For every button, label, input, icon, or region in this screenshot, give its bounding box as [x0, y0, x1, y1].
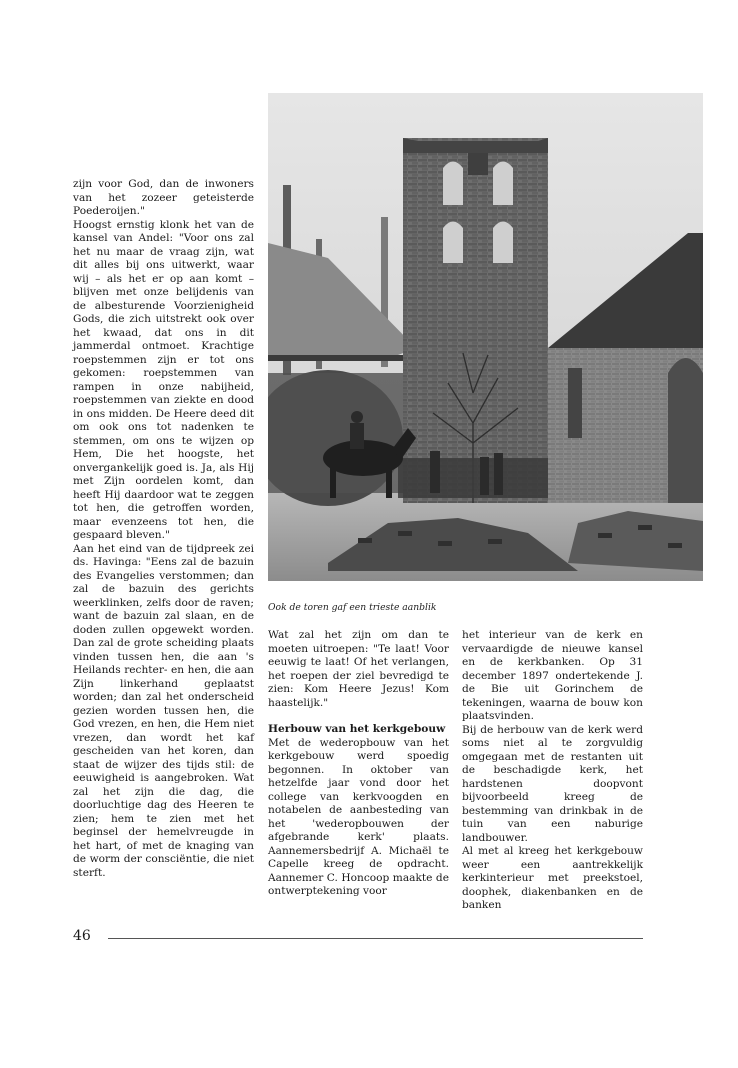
text-column-right — [462, 629, 643, 913]
paragraph: Wat zal het zijn om dan te moeten uitroepen: "Te laat! Voor eeuwig te laat! Of het verlangen, het roepen der ziel bevredigd te zien: Kom Heere Jezus! Kom haastelijk." — [268, 629, 449, 709]
paragraph: het interieur van de kerk en vervaardigde de nieuwe kansel en de kerkbanken. Op 31 december 1897 ondertekende J. de Bie uit Gorinchem de tekeningen, waarna de bouw kon plaatsvinden. — [462, 629, 643, 722]
paragraph: Hoogst ernstig klonk het van de kansel van Andel: "Voor ons zal het nu maar de vraag zijn, wat dit alles bij ons uitwerkt, waar wij – als het er op aan komt – blijven met onze belijdenis van de albesturende Voorzienigheid Gods, die zich uitstrekt ook over het kwaad, dat ons in dit jammerdal ontmoet. Krachtige roepstemmen zijn er tot ons gekomen: roepstemmen van rampen in onze nabijheid, roepstemmen van ziekte en dood in ons midden. De Heere deed dit om ook ons tot nadenken te stemmen, om ons te wijzen op Hem, Die het hoogste, het onvergankelijk goed is. Ja, als Hij met Zijn oordelen komt, dan heeft Hij daardoor wat te zeggen tot hen, die getroffen worden, maar evenzeens tot hen, die gespaard bleven." — [73, 218, 254, 541]
church-tower-photo — [268, 93, 703, 581]
paragraph: zijn voor God, dan de inwoners van het zozeer geteisterde Poederoijen." — [73, 178, 254, 217]
paragraph: Al met al kreeg het kerkgebouw weer een aantrekkelijk kerkinterieur met preekstoel, doophek, diakenbanken en de banken — [462, 845, 643, 911]
section-heading: Herbouw van het kerkgebouw — [268, 723, 446, 735]
page-number: 46 — [73, 928, 91, 944]
footer-rule — [108, 938, 643, 939]
text-column-middle — [268, 629, 449, 899]
paragraph: Met de wederopbouw van het kerkgebouw werd spoedig begonnen. In oktober van hetzelfde jaar vond door het college van kerkvoogden en notabelen de aanbesteding van het 'wederopbouwen der afgebrande kerk' plaats. Aannemersbedrijf A. Michaël te Capelle kreeg de opdracht. Aannemer C. Honcoop maakte de ontwerptekening voor — [268, 736, 449, 897]
paragraph: Aan het eind van de tijdpreek zei ds. Havinga: "Eens zal de bazuin des Evangelies verstommen; dan zal de bazuin des gerichts weerklinken, zelfs door de raven; want de bazuin zal slaan, en de doden zullen opgewekt worden. Dan zal de grote scheiding plaats vinden tussen hen, die aan 's Heilands rechter- en hen, die aan Zijn linkerhand geplaatst worden; dan zal het onderscheid gezien worden tussen hen, die God vrezen, en hen, die Hem niet vrezen, dan wordt het kaf gescheiden van het koren, dan staat de wijzer des tijds stil: de eeuwigheid is aangebroken. Wat zal het zijn die dag, die doorluchtige dag des Heeren te zien; hem te zien met het beginsel der hemelvreugde in het hart, of met de knaging van de worm der consciëntie, die niet sterft. — [73, 542, 254, 879]
paragraph: Bij de herbouw van de kerk werd soms niet al te zorgvuldig omgegaan met de restanten uit de beschadigde kerk, het hardstenen doopvont bijvoorbeeld kreeg de bestemming van drinkbak in de tuin van een naburige landbouwer. — [462, 723, 643, 844]
text-column-left — [73, 178, 254, 880]
photo-caption: Ook de toren gaf een trieste aanblik — [268, 602, 437, 613]
